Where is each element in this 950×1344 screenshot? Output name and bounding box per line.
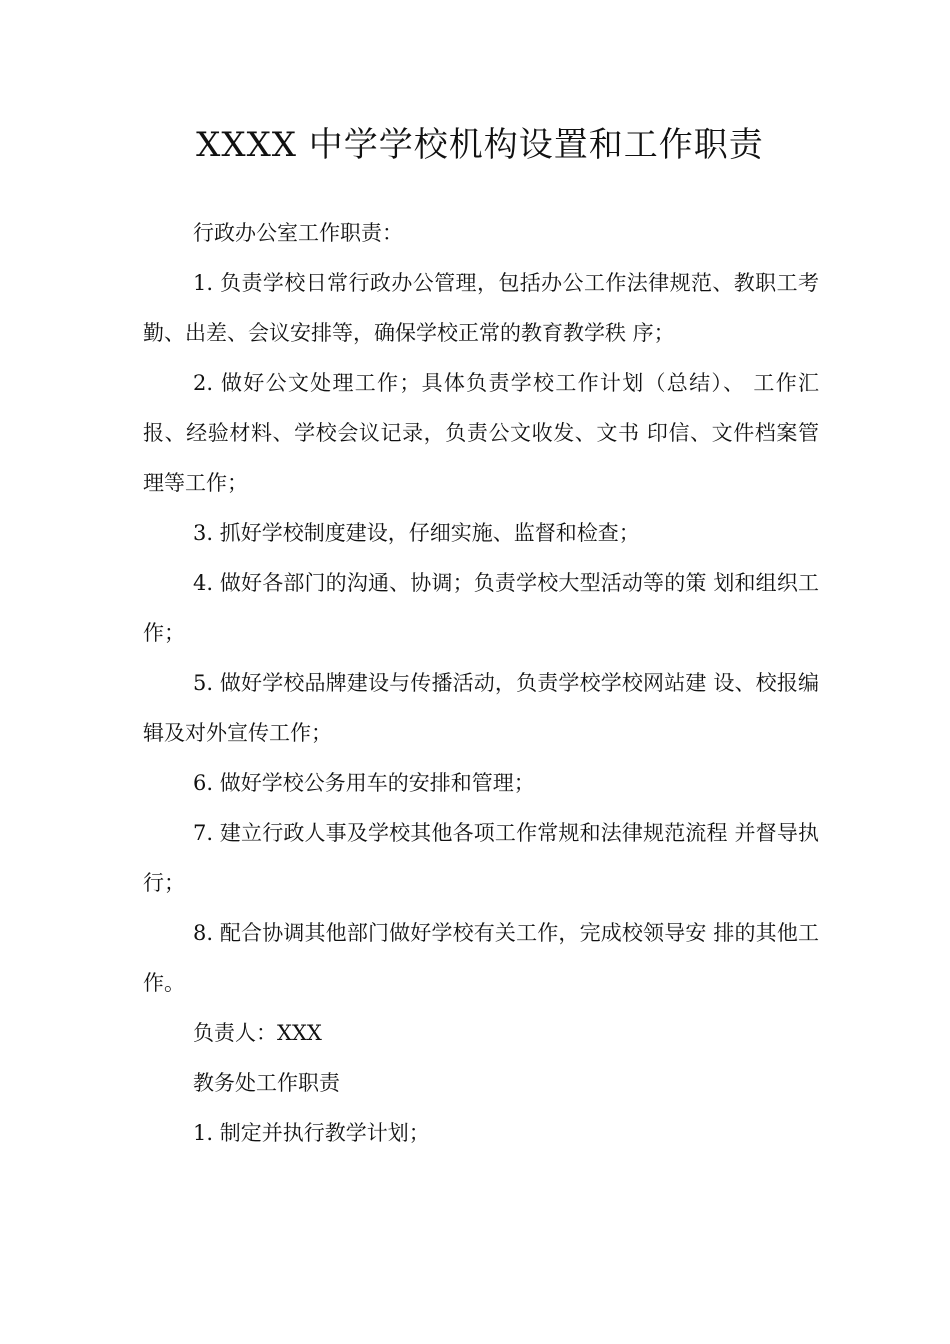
- duty-item-5: 5. 做好学校品牌建设与传播活动，负责学校学校网站建 设、校报编辑及对外宣传工作；: [143, 671, 819, 745]
- duty-item-6: 6. 做好学校公务用车的安排和管理；: [193, 771, 535, 795]
- academic-duty-item-1: 1. 制定并执行教学计划；: [193, 1121, 430, 1145]
- section-heading-admin-office: 行政办公室工作职责：: [193, 221, 403, 245]
- person-in-charge: 负责人：XXX: [193, 1021, 322, 1045]
- section-heading-academic-affairs: 教务处工作职责: [193, 1071, 340, 1095]
- duty-item-7: 7. 建立行政人事及学校其他各项工作常规和法律规范流程 并督导执行；: [143, 821, 819, 895]
- document-body: [143, 208, 819, 1158]
- duty-item-4: 4. 做好各部门的沟通、协调；负责学校大型活动等的策 划和组织工作；: [143, 571, 819, 645]
- duty-item-1: 1. 负责学校日常行政办公管理，包括办公工作法律规范、教职工考勤、出差、会议安排等，确保学校正常的教育教学秩 序；: [143, 271, 819, 345]
- duty-item-3: 3. 抓好学校制度建设，仔细实施、监督和检查；: [193, 521, 640, 545]
- duty-item-2: 2. 做好公文处理工作；具体负责学校工作计划（总结）、 工作汇报、经验材料、学校会议记录，负责公文收发、文书 印信、文件档案管理等工作；: [143, 371, 819, 495]
- duty-item-8: 8. 配合协调其他部门做好学校有关工作，完成校领导安 排的其他工作。: [143, 921, 819, 995]
- document-title: XXXX 中学学校机构设置和工作职责: [196, 125, 764, 165]
